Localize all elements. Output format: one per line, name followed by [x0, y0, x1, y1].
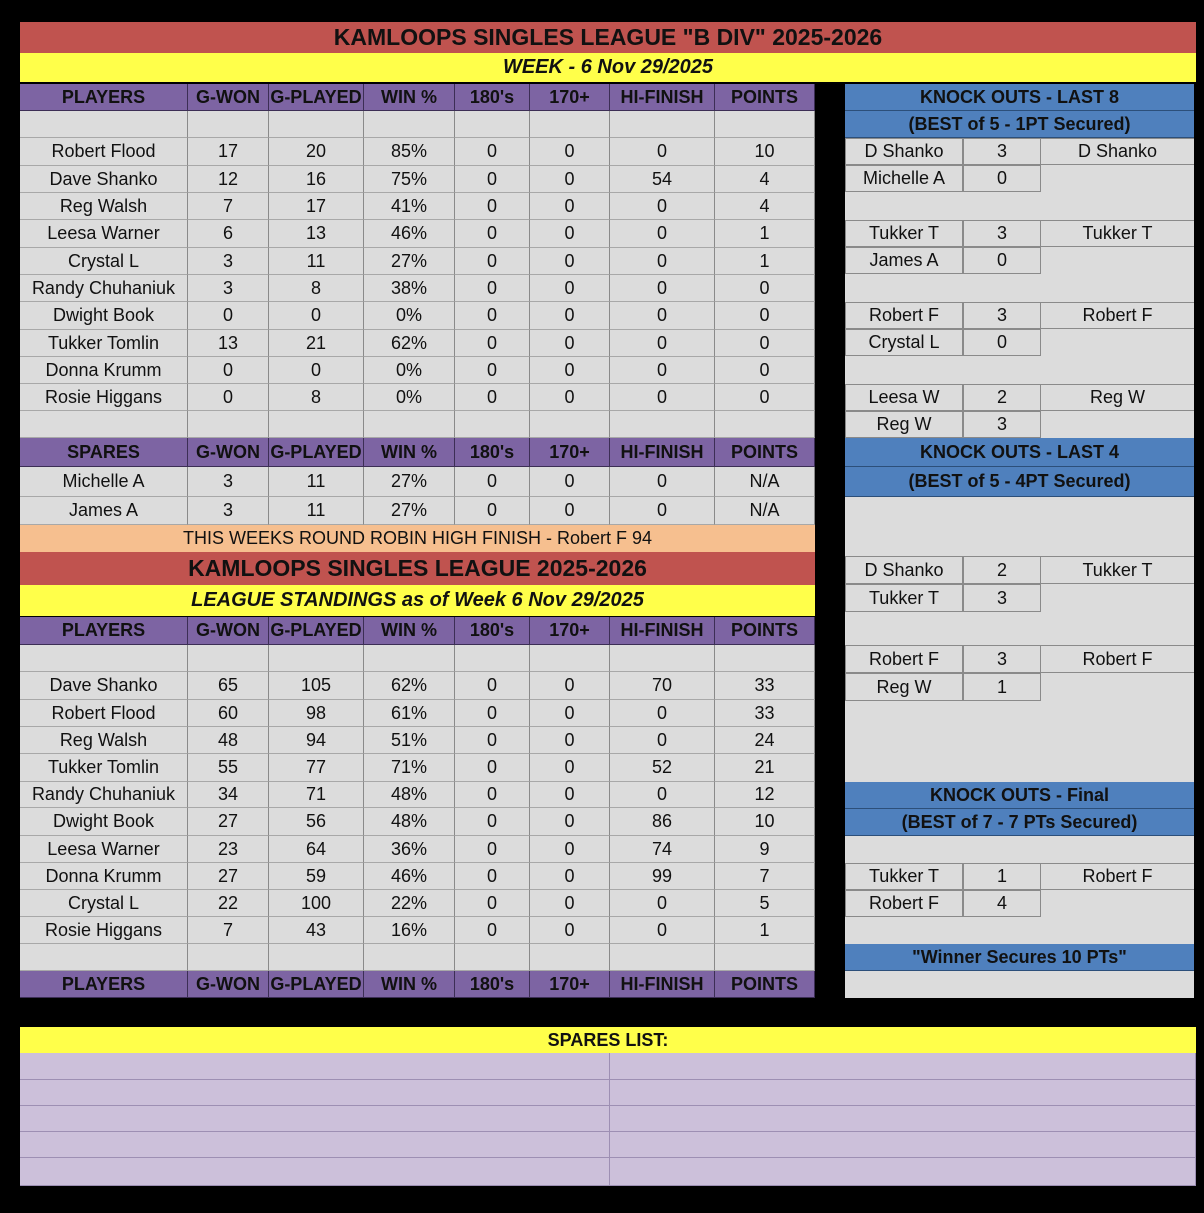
weekly-header-col-1: G-WON — [188, 84, 269, 111]
standings-footer-header-col-3: WIN % — [364, 971, 455, 998]
weekly-header-col-0: PLAYERS — [20, 84, 188, 111]
spares-row-0-col-5: 0 — [530, 467, 610, 497]
weekly-row-8-col-2: 0 — [269, 357, 364, 384]
standings-blank-row-col-6 — [610, 645, 715, 672]
standings-header-col-1: G-WON — [188, 617, 269, 645]
weekly-header-col-2: G-PLAYED — [269, 84, 364, 111]
standings-footer-header-col-2: G-PLAYED — [269, 971, 364, 998]
weekly-row-2-col-3: 41% — [364, 193, 455, 220]
spares-header-col-7: POINTS — [715, 438, 815, 467]
weekly-row-3-col-7: 1 — [715, 220, 815, 248]
weekly-row-0-col-1: 17 — [188, 138, 269, 166]
weekly-row-2-col-2: 17 — [269, 193, 364, 220]
weekly-row-5-col-1: 3 — [188, 275, 269, 302]
weekly-row-6-col-0: Dwight Book — [20, 302, 188, 330]
weekly-row-3-col-0: Leesa Warner — [20, 220, 188, 248]
weekly-row-0-col-7: 10 — [715, 138, 815, 166]
standings-footer-header-col-6: HI-FINISH — [610, 971, 715, 998]
standings-row-8-col-4: 0 — [455, 890, 530, 917]
weekly-row-9-col-3: 0% — [364, 384, 455, 411]
weekly-row-1-col-5: 0 — [530, 166, 610, 193]
weekly-row-8-col-0: Donna Krumm — [20, 357, 188, 384]
final-match-0-player2: Robert F — [845, 890, 963, 917]
weekly-row-5-col-4: 0 — [455, 275, 530, 302]
spares-header-col-5: 170+ — [530, 438, 610, 467]
spares-row-0-col-7: N/A — [715, 467, 815, 497]
last4-match-1-player1: Robert F — [845, 645, 963, 673]
standings-blank-row-end-col-7 — [715, 944, 815, 971]
standings-row-2-col-2: 94 — [269, 727, 364, 754]
spares-row-0-col-3: 27% — [364, 467, 455, 497]
last4-match-1-player2: Reg W — [845, 673, 963, 701]
spares-row-1-col-4: 0 — [455, 497, 530, 525]
last4-match-0-score1: 2 — [963, 556, 1041, 584]
standings-row-3-col-6: 52 — [610, 754, 715, 782]
weekly-blank-row-end-col-2 — [269, 411, 364, 438]
standings-row-9-col-6: 0 — [610, 917, 715, 944]
last4-title: KNOCK OUTS - LAST 4 — [845, 438, 1194, 467]
standings-row-2-col-0: Reg Walsh — [20, 727, 188, 754]
spares-list-row-0-left — [20, 1053, 610, 1080]
standings-row-0-col-4: 0 — [455, 672, 530, 700]
weekly-blank-row-col-6 — [610, 111, 715, 138]
last4-match-1-score1: 3 — [963, 645, 1041, 673]
weekly-row-6-col-5: 0 — [530, 302, 610, 330]
standings-row-9-col-0: Rosie Higgans — [20, 917, 188, 944]
last4-match-0-player1: D Shanko — [845, 556, 963, 584]
weekly-row-0-col-2: 20 — [269, 138, 364, 166]
standings-row-6-col-4: 0 — [455, 836, 530, 863]
spares-list-row-3-right — [610, 1132, 1196, 1158]
standings-row-1-col-0: Robert Flood — [20, 700, 188, 727]
standings-row-8-col-3: 22% — [364, 890, 455, 917]
spares-list-row-2-right — [610, 1106, 1196, 1132]
standings-row-7-col-7: 7 — [715, 863, 815, 890]
last4-subtitle: (BEST of 5 - 4PT Secured) — [845, 467, 1194, 497]
standings-row-9-col-5: 0 — [530, 917, 610, 944]
standings-blank-row-col-4 — [455, 645, 530, 672]
standings-blank-row-end-col-2 — [269, 944, 364, 971]
weekly-row-8-col-4: 0 — [455, 357, 530, 384]
weekly-blank-row-end-col-7 — [715, 411, 815, 438]
weekly-row-6-col-2: 0 — [269, 302, 364, 330]
weekly-blank-row-end-col-1 — [188, 411, 269, 438]
spares-header-col-0: SPARES — [20, 438, 188, 467]
weekly-row-4-col-4: 0 — [455, 248, 530, 275]
last8-match-3-player1: Leesa W — [845, 384, 963, 411]
standings-row-8-col-0: Crystal L — [20, 890, 188, 917]
weekly-header-col-6: HI-FINISH — [610, 84, 715, 111]
last8-match-2-score2: 0 — [963, 329, 1041, 356]
standings-footer-header-col-5: 170+ — [530, 971, 610, 998]
spares-row-1-col-3: 27% — [364, 497, 455, 525]
standings-row-9-col-7: 1 — [715, 917, 815, 944]
weekly-row-1-col-2: 16 — [269, 166, 364, 193]
standings-row-7-col-3: 46% — [364, 863, 455, 890]
last8-match-2-score1: 3 — [963, 302, 1041, 329]
standings-row-8-col-5: 0 — [530, 890, 610, 917]
weekly-row-6-col-4: 0 — [455, 302, 530, 330]
weekly-row-8-col-3: 0% — [364, 357, 455, 384]
weekly-row-2-col-5: 0 — [530, 193, 610, 220]
weekly-row-4-col-0: Crystal L — [20, 248, 188, 275]
page-title: KAMLOOPS SINGLES LEAGUE "B DIV" 2025-2026 — [20, 22, 1196, 53]
weekly-row-1-col-6: 54 — [610, 166, 715, 193]
standings-row-9-col-3: 16% — [364, 917, 455, 944]
weekly-row-3-col-5: 0 — [530, 220, 610, 248]
standings-row-4-col-2: 71 — [269, 782, 364, 808]
standings-row-8-col-7: 5 — [715, 890, 815, 917]
last8-match-2-player2: Crystal L — [845, 329, 963, 356]
weekly-row-3-col-6: 0 — [610, 220, 715, 248]
standings-row-0-col-3: 62% — [364, 672, 455, 700]
spares-list-row-4-right — [610, 1158, 1196, 1186]
last8-match-2-winner: Robert F — [1041, 302, 1194, 329]
weekly-row-9-col-4: 0 — [455, 384, 530, 411]
standings-row-4-col-3: 48% — [364, 782, 455, 808]
weekly-row-1-col-0: Dave Shanko — [20, 166, 188, 193]
weekly-row-1-col-4: 0 — [455, 166, 530, 193]
standings-row-6-col-6: 74 — [610, 836, 715, 863]
weekly-row-4-col-2: 11 — [269, 248, 364, 275]
standings-blank-row-col-5 — [530, 645, 610, 672]
weekly-blank-row-col-4 — [455, 111, 530, 138]
standings-row-7-col-6: 99 — [610, 863, 715, 890]
spares-row-1-col-0: James A — [20, 497, 188, 525]
standings-row-4-col-7: 12 — [715, 782, 815, 808]
standings-blank-row-col-2 — [269, 645, 364, 672]
final-title: KNOCK OUTS - Final — [845, 782, 1194, 809]
standings-row-4-col-1: 34 — [188, 782, 269, 808]
weekly-row-5-col-6: 0 — [610, 275, 715, 302]
standings-row-7-col-2: 59 — [269, 863, 364, 890]
spares-header-col-6: HI-FINISH — [610, 438, 715, 467]
weekly-blank-row-col-7 — [715, 111, 815, 138]
weekly-row-1-col-3: 75% — [364, 166, 455, 193]
standings-row-3-col-3: 71% — [364, 754, 455, 782]
weekly-row-6-col-1: 0 — [188, 302, 269, 330]
standings-row-5-col-2: 56 — [269, 808, 364, 836]
final-match-0-winner: Robert F — [1041, 863, 1194, 890]
last4-match-1-score2: 1 — [963, 673, 1041, 701]
standings-row-5-col-7: 10 — [715, 808, 815, 836]
standings-row-1-col-3: 61% — [364, 700, 455, 727]
weekly-row-8-col-5: 0 — [530, 357, 610, 384]
standings-footer-header-col-7: POINTS — [715, 971, 815, 998]
standings-footer-header-col-0: PLAYERS — [20, 971, 188, 998]
standings-row-0-col-7: 33 — [715, 672, 815, 700]
standings-row-5-col-4: 0 — [455, 808, 530, 836]
spares-row-1-col-7: N/A — [715, 497, 815, 525]
weekly-row-4-col-7: 1 — [715, 248, 815, 275]
weekly-row-9-col-1: 0 — [188, 384, 269, 411]
standings-blank-row-end-col-6 — [610, 944, 715, 971]
standings-row-2-col-4: 0 — [455, 727, 530, 754]
standings-subtitle: LEAGUE STANDINGS as of Week 6 Nov 29/2025 — [20, 585, 815, 616]
standings-row-7-col-1: 27 — [188, 863, 269, 890]
standings-header-col-0: PLAYERS — [20, 617, 188, 645]
weekly-header-col-3: WIN % — [364, 84, 455, 111]
standings-row-9-col-4: 0 — [455, 917, 530, 944]
standings-row-2-col-6: 0 — [610, 727, 715, 754]
weekly-header-col-7: POINTS — [715, 84, 815, 111]
spares-row-0-col-2: 11 — [269, 467, 364, 497]
weekly-row-7-col-2: 21 — [269, 330, 364, 357]
standings-row-5-col-0: Dwight Book — [20, 808, 188, 836]
spares-list-row-4-left — [20, 1158, 610, 1186]
standings-row-9-col-2: 43 — [269, 917, 364, 944]
standings-row-6-col-7: 9 — [715, 836, 815, 863]
spares-row-1-col-5: 0 — [530, 497, 610, 525]
spares-list-title: SPARES LIST: — [20, 1027, 1196, 1053]
standings-header-col-6: HI-FINISH — [610, 617, 715, 645]
spares-row-0-col-1: 3 — [188, 467, 269, 497]
spares-header-col-1: G-WON — [188, 438, 269, 467]
weekly-row-5-col-7: 0 — [715, 275, 815, 302]
weekly-header-col-5: 170+ — [530, 84, 610, 111]
last8-match-1-winner: Tukker T — [1041, 220, 1194, 247]
standings-row-6-col-5: 0 — [530, 836, 610, 863]
spares-row-0-col-6: 0 — [610, 467, 715, 497]
weekly-row-8-col-7: 0 — [715, 357, 815, 384]
last8-match-0-player1: D Shanko — [845, 138, 963, 165]
weekly-blank-row-col-1 — [188, 111, 269, 138]
weekly-row-3-col-3: 46% — [364, 220, 455, 248]
standings-row-2-col-5: 0 — [530, 727, 610, 754]
weekly-blank-row-end-col-3 — [364, 411, 455, 438]
weekly-row-1-col-7: 4 — [715, 166, 815, 193]
standings-header-col-7: POINTS — [715, 617, 815, 645]
standings-row-7-col-4: 0 — [455, 863, 530, 890]
standings-row-4-col-5: 0 — [530, 782, 610, 808]
spares-list-row-1-right — [610, 1080, 1196, 1106]
last8-match-3-score1: 2 — [963, 384, 1041, 411]
weekly-row-5-col-5: 0 — [530, 275, 610, 302]
standings-row-1-col-2: 98 — [269, 700, 364, 727]
spares-header-col-4: 180's — [455, 438, 530, 467]
standings-row-7-col-0: Donna Krumm — [20, 863, 188, 890]
weekly-header-col-4: 180's — [455, 84, 530, 111]
standings-row-3-col-4: 0 — [455, 754, 530, 782]
weekly-blank-row-col-2 — [269, 111, 364, 138]
standings-row-4-col-6: 0 — [610, 782, 715, 808]
spares-header-col-3: WIN % — [364, 438, 455, 467]
standings-row-3-col-7: 21 — [715, 754, 815, 782]
weekly-row-5-col-0: Randy Chuhaniuk — [20, 275, 188, 302]
weekly-row-2-col-0: Reg Walsh — [20, 193, 188, 220]
weekly-row-5-col-3: 38% — [364, 275, 455, 302]
standings-row-5-col-6: 86 — [610, 808, 715, 836]
spares-row-1-col-2: 11 — [269, 497, 364, 525]
spares-header-col-2: G-PLAYED — [269, 438, 364, 467]
weekly-row-9-col-7: 0 — [715, 384, 815, 411]
standings-blank-row-end-col-0 — [20, 944, 188, 971]
last8-title: KNOCK OUTS - LAST 8 — [845, 84, 1194, 111]
standings-row-4-col-0: Randy Chuhaniuk — [20, 782, 188, 808]
last8-match-3-player2: Reg W — [845, 411, 963, 438]
standings-row-0-col-5: 0 — [530, 672, 610, 700]
weekly-row-7-col-0: Tukker Tomlin — [20, 330, 188, 357]
standings-header-col-4: 180's — [455, 617, 530, 645]
standings-blank-row-col-3 — [364, 645, 455, 672]
spares-row-0-col-0: Michelle A — [20, 467, 188, 497]
weekly-blank-row-end-col-6 — [610, 411, 715, 438]
weekly-row-8-col-1: 0 — [188, 357, 269, 384]
last8-match-2-player1: Robert F — [845, 302, 963, 329]
standings-row-2-col-7: 24 — [715, 727, 815, 754]
weekly-blank-row-col-0 — [20, 111, 188, 138]
last8-match-0-score1: 3 — [963, 138, 1041, 165]
standings-title: KAMLOOPS SINGLES LEAGUE 2025-2026 — [20, 552, 815, 585]
standings-row-6-col-1: 23 — [188, 836, 269, 863]
standings-row-1-col-5: 0 — [530, 700, 610, 727]
standings-blank-row-end-col-1 — [188, 944, 269, 971]
final-subtitle: (BEST of 7 - 7 PTs Secured) — [845, 809, 1194, 836]
last8-match-3-winner: Reg W — [1041, 384, 1194, 411]
weekly-row-4-col-5: 0 — [530, 248, 610, 275]
last8-match-3-score2: 3 — [963, 411, 1041, 438]
high-finish-note: THIS WEEKS ROUND ROBIN HIGH FINISH - Robert F 94 — [20, 525, 815, 552]
weekly-row-7-col-3: 62% — [364, 330, 455, 357]
weekly-row-2-col-4: 0 — [455, 193, 530, 220]
standings-row-5-col-1: 27 — [188, 808, 269, 836]
standings-row-0-col-0: Dave Shanko — [20, 672, 188, 700]
weekly-row-1-col-1: 12 — [188, 166, 269, 193]
final-match-0-player1: Tukker T — [845, 863, 963, 890]
final-match-0-score1: 1 — [963, 863, 1041, 890]
weekly-blank-row-end-col-4 — [455, 411, 530, 438]
standings-row-6-col-0: Leesa Warner — [20, 836, 188, 863]
last8-match-1-score2: 0 — [963, 247, 1041, 274]
last4-match-0-player2: Tukker T — [845, 584, 963, 612]
weekly-blank-row-end-col-5 — [530, 411, 610, 438]
weekly-row-7-col-4: 0 — [455, 330, 530, 357]
standings-row-3-col-1: 55 — [188, 754, 269, 782]
weekly-row-0-col-6: 0 — [610, 138, 715, 166]
standings-row-1-col-7: 33 — [715, 700, 815, 727]
weekly-row-9-col-0: Rosie Higgans — [20, 384, 188, 411]
standings-footer-header-col-4: 180's — [455, 971, 530, 998]
last8-match-1-player2: James A — [845, 247, 963, 274]
standings-row-8-col-2: 100 — [269, 890, 364, 917]
standings-row-6-col-3: 36% — [364, 836, 455, 863]
last8-match-0-score2: 0 — [963, 165, 1041, 192]
standings-row-3-col-2: 77 — [269, 754, 364, 782]
spares-list-row-1-left — [20, 1080, 610, 1106]
standings-row-2-col-1: 48 — [188, 727, 269, 754]
standings-blank-row-col-0 — [20, 645, 188, 672]
standings-row-6-col-2: 64 — [269, 836, 364, 863]
standings-blank-row-end-col-5 — [530, 944, 610, 971]
standings-header-col-2: G-PLAYED — [269, 617, 364, 645]
spares-list-row-0-right — [610, 1053, 1196, 1080]
weekly-row-8-col-6: 0 — [610, 357, 715, 384]
weekly-row-7-col-5: 0 — [530, 330, 610, 357]
standings-row-0-col-2: 105 — [269, 672, 364, 700]
standings-row-4-col-4: 0 — [455, 782, 530, 808]
last8-match-0-winner: D Shanko — [1041, 138, 1194, 165]
standings-row-1-col-1: 60 — [188, 700, 269, 727]
final-note: "Winner Secures 10 PTs" — [845, 944, 1194, 971]
last8-subtitle: (BEST of 5 - 1PT Secured) — [845, 111, 1194, 138]
weekly-row-0-col-5: 0 — [530, 138, 610, 166]
standings-row-7-col-5: 0 — [530, 863, 610, 890]
standings-row-5-col-5: 0 — [530, 808, 610, 836]
weekly-row-7-col-1: 13 — [188, 330, 269, 357]
standings-blank-row-col-1 — [188, 645, 269, 672]
weekly-row-0-col-3: 85% — [364, 138, 455, 166]
weekly-blank-row-end-col-0 — [20, 411, 188, 438]
last8-match-0-player2: Michelle A — [845, 165, 963, 192]
weekly-row-6-col-3: 0% — [364, 302, 455, 330]
weekly-row-0-col-0: Robert Flood — [20, 138, 188, 166]
standings-blank-row-col-7 — [715, 645, 815, 672]
weekly-row-6-col-6: 0 — [610, 302, 715, 330]
standings-header-col-5: 170+ — [530, 617, 610, 645]
standings-blank-row-end-col-4 — [455, 944, 530, 971]
standings-row-8-col-1: 22 — [188, 890, 269, 917]
last8-match-1-player1: Tukker T — [845, 220, 963, 247]
weekly-row-3-col-4: 0 — [455, 220, 530, 248]
last4-match-0-score2: 3 — [963, 584, 1041, 612]
weekly-row-4-col-1: 3 — [188, 248, 269, 275]
final-match-0-score2: 4 — [963, 890, 1041, 917]
standings-row-1-col-6: 0 — [610, 700, 715, 727]
standings-footer-header-col-1: G-WON — [188, 971, 269, 998]
spares-row-0-col-4: 0 — [455, 467, 530, 497]
weekly-row-7-col-6: 0 — [610, 330, 715, 357]
weekly-row-3-col-1: 6 — [188, 220, 269, 248]
last4-match-0-winner: Tukker T — [1041, 556, 1194, 584]
weekly-row-0-col-4: 0 — [455, 138, 530, 166]
weekly-row-9-col-5: 0 — [530, 384, 610, 411]
standings-row-0-col-1: 65 — [188, 672, 269, 700]
standings-blank-row-end-col-3 — [364, 944, 455, 971]
standings-row-9-col-1: 7 — [188, 917, 269, 944]
weekly-row-9-col-2: 8 — [269, 384, 364, 411]
standings-row-5-col-3: 48% — [364, 808, 455, 836]
standings-row-0-col-6: 70 — [610, 672, 715, 700]
standings-row-3-col-5: 0 — [530, 754, 610, 782]
standings-row-1-col-4: 0 — [455, 700, 530, 727]
weekly-row-9-col-6: 0 — [610, 384, 715, 411]
standings-row-8-col-6: 0 — [610, 890, 715, 917]
weekly-row-6-col-7: 0 — [715, 302, 815, 330]
spares-row-1-col-6: 0 — [610, 497, 715, 525]
weekly-row-4-col-6: 0 — [610, 248, 715, 275]
weekly-blank-row-col-3 — [364, 111, 455, 138]
spares-row-1-col-1: 3 — [188, 497, 269, 525]
weekly-row-5-col-2: 8 — [269, 275, 364, 302]
weekly-row-3-col-2: 13 — [269, 220, 364, 248]
weekly-row-2-col-6: 0 — [610, 193, 715, 220]
weekly-row-4-col-3: 27% — [364, 248, 455, 275]
standings-row-2-col-3: 51% — [364, 727, 455, 754]
last4-match-1-winner: Robert F — [1041, 645, 1194, 673]
spares-list-row-3-left — [20, 1132, 610, 1158]
week-line: WEEK - 6 Nov 29/2025 — [20, 53, 1196, 82]
weekly-row-7-col-7: 0 — [715, 330, 815, 357]
weekly-row-2-col-1: 7 — [188, 193, 269, 220]
standings-header-col-3: WIN % — [364, 617, 455, 645]
weekly-row-2-col-7: 4 — [715, 193, 815, 220]
last8-match-1-score1: 3 — [963, 220, 1041, 247]
weekly-blank-row-col-5 — [530, 111, 610, 138]
standings-row-3-col-0: Tukker Tomlin — [20, 754, 188, 782]
spares-list-row-2-left — [20, 1106, 610, 1132]
